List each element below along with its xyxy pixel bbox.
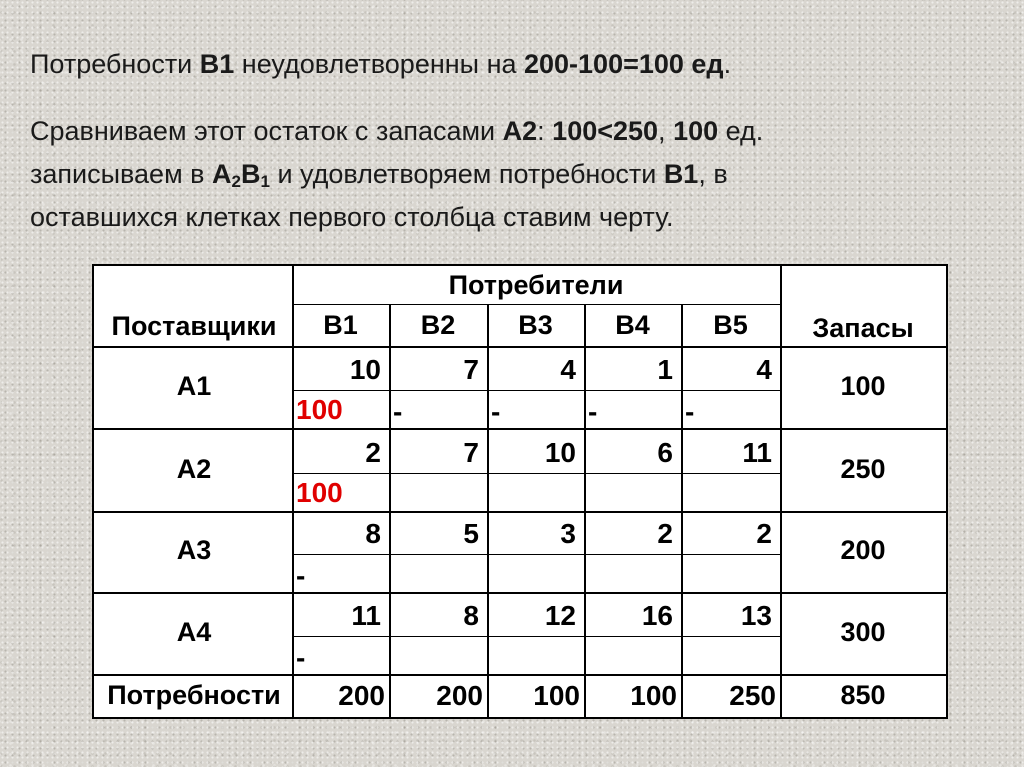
text-run: записываем в xyxy=(30,159,212,189)
grid-line-sub xyxy=(292,390,780,391)
grid-line-sub xyxy=(292,473,780,474)
stock-value: 200 xyxy=(840,535,886,565)
allocation-value: 100 xyxy=(296,477,343,508)
grid-line-sub xyxy=(292,636,780,637)
subscript: 2 xyxy=(231,172,241,191)
grid-line-horizontal xyxy=(94,428,946,430)
text-run: , в xyxy=(698,159,728,189)
allocation-dash: - xyxy=(393,396,403,427)
cost-cell: 11 xyxy=(351,600,381,631)
text-run: . xyxy=(723,49,732,79)
demand-label: Потребности xyxy=(107,680,281,710)
cost-cell: 7 xyxy=(463,437,479,468)
allocation-dash: - xyxy=(685,396,695,427)
row-label: А1 xyxy=(176,371,212,401)
bold-run: 100 xyxy=(673,116,719,146)
cost-cell: 12 xyxy=(544,600,576,631)
cost-cell: 8 xyxy=(365,518,381,549)
stock-value: 250 xyxy=(840,454,886,484)
grid-line-horizontal xyxy=(94,511,946,513)
bold-run: А2 xyxy=(502,116,538,146)
allocation-value: 100 xyxy=(296,394,343,425)
row-label: А3 xyxy=(176,535,212,565)
text-run: Сравниваем этот остаток с запасами xyxy=(30,116,503,146)
grid-line-horizontal xyxy=(292,304,780,305)
header-stock: Запасы xyxy=(812,313,914,343)
demand-value: 100 xyxy=(630,680,677,711)
row-label: А2 xyxy=(176,454,212,484)
row-label: А4 xyxy=(176,617,212,647)
header-column-В5: В5 xyxy=(713,310,748,340)
text-line xyxy=(30,110,990,153)
demand-value: 100 xyxy=(533,680,580,711)
grid-line-horizontal xyxy=(94,346,946,348)
text-run: , xyxy=(658,116,674,146)
demand-value: 200 xyxy=(436,680,483,711)
stock-value: 100 xyxy=(840,371,886,401)
cost-cell: 6 xyxy=(657,437,673,468)
demand-value: 250 xyxy=(729,680,776,711)
allocation-dash: - xyxy=(491,396,501,427)
grid-line-horizontal xyxy=(94,674,946,676)
cost-cell: 1 xyxy=(657,354,673,385)
cost-cell: 16 xyxy=(641,600,673,631)
paragraph-comparison xyxy=(30,110,990,239)
demand-value: 200 xyxy=(338,680,385,711)
text-line xyxy=(30,153,990,196)
demand-total: 850 xyxy=(840,680,886,710)
text-run: Потребности xyxy=(30,49,200,79)
text-run: ед. xyxy=(718,116,764,146)
header-suppliers: Поставщики xyxy=(111,311,277,341)
cost-cell: 4 xyxy=(756,354,772,385)
bold-run: В xyxy=(240,159,261,189)
bold-run: В1 xyxy=(663,159,699,189)
cost-cell: 10 xyxy=(544,437,576,468)
allocation-dash: - xyxy=(296,560,306,591)
cost-cell: 7 xyxy=(463,354,479,385)
transport-table xyxy=(92,264,948,719)
cost-cell: 5 xyxy=(463,518,479,549)
bold-run: А xyxy=(212,159,232,189)
stock-value: 300 xyxy=(840,617,886,647)
paragraph-demand xyxy=(30,47,731,81)
cost-cell: 8 xyxy=(463,600,479,631)
text-run: : xyxy=(537,116,553,146)
cost-cell: 10 xyxy=(349,354,381,385)
cost-cell: 13 xyxy=(740,600,772,631)
cell-ref-a2b1 xyxy=(212,159,270,189)
cost-cell: 3 xyxy=(560,518,576,549)
grid-line-sub xyxy=(292,554,780,555)
text-run: и удовлетворяем потребности xyxy=(269,159,664,189)
bold-run: 100<250 xyxy=(552,116,659,146)
subscript: 1 xyxy=(260,172,270,191)
bold-run: 200-100=100 ед xyxy=(524,49,724,79)
text-line xyxy=(30,196,990,239)
header-consumers: Потребители xyxy=(448,270,624,300)
header-column-В3: В3 xyxy=(518,310,553,340)
header-column-В4: В4 xyxy=(615,310,650,340)
header-column-В2: В2 xyxy=(420,310,456,340)
bold-run: В1 xyxy=(199,49,235,79)
allocation-dash: - xyxy=(296,642,306,673)
grid-line-horizontal xyxy=(94,592,946,594)
allocation-dash: - xyxy=(588,396,598,427)
text-run: оставшихся клетках первого столбца ставим черту. xyxy=(30,202,674,232)
text-run: неудовлетворенны на xyxy=(234,49,524,79)
header-column-В1: В1 xyxy=(323,310,358,340)
cost-cell: 2 xyxy=(756,518,772,549)
cost-cell: 4 xyxy=(560,354,576,385)
cost-cell: 2 xyxy=(365,437,381,468)
cost-cell: 11 xyxy=(742,437,772,468)
cost-cell: 2 xyxy=(657,518,673,549)
